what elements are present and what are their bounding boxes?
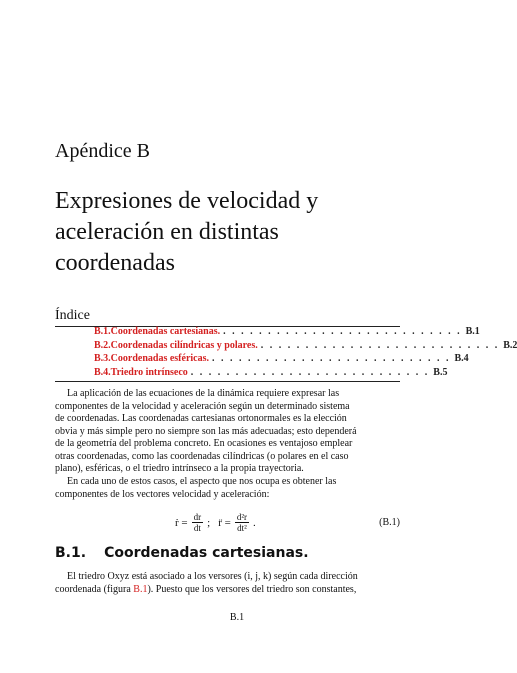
fraction-numerator: dr <box>193 512 202 522</box>
toc-entry-number[interactable]: B.4. <box>94 366 111 378</box>
toc-entry-link[interactable]: Coordenadas cartesianas. <box>110 326 221 337</box>
toc-entry-number[interactable]: B.3. <box>94 353 111 365</box>
fraction-denominator: dt² <box>237 523 247 533</box>
figure-link[interactable]: B.1 <box>133 583 148 595</box>
toc-entry-page[interactable]: B.2 <box>503 339 517 351</box>
text-line: de coordenadas. Las coordenadas cartesianas ortonormales es la elección <box>55 413 347 424</box>
fraction-denominator: dt <box>193 523 201 533</box>
equation-velocity-lhs: ṙ = <box>175 516 188 529</box>
text-fragment: coordenada (figura <box>55 583 134 595</box>
text-fragment: ). Puesto que los versores del triedro son constantes, <box>147 583 357 595</box>
text-line: componentes de la velocidad y aceleración según un determinado sistema <box>55 400 350 412</box>
toc-entry-number[interactable]: B.1. <box>94 326 111 337</box>
text-line: La aplicación de las ecuaciones de la dinámica requiere expresar las <box>67 388 340 399</box>
chapter-title <box>55 186 435 279</box>
section-heading <box>55 545 309 561</box>
intro-paragraph-2 <box>55 476 400 501</box>
equation-b1 <box>55 510 400 536</box>
text-line: obvia y más simple pero no siempre son las más adecuadas; esto dependerá <box>55 425 357 437</box>
toc-entry-number[interactable]: B.2. <box>94 339 111 351</box>
equation-separator: ; <box>207 516 211 529</box>
toc-leader-dots: . . . . . . . . . . . . . . . . . . . . . . . . . . . <box>190 366 430 378</box>
toc-entry-link[interactable]: Coordenadas esféricas. <box>110 353 209 365</box>
text-line: plano), esféricas, o el triedro intrínseco a la propia trayectoria. <box>55 463 304 474</box>
toc-entry-link[interactable]: Coordenadas cilíndricas y polares. <box>110 339 258 351</box>
equation-acceleration-lhs: r̈ = <box>218 516 231 529</box>
text-line: de la geometría del problema concreto. En ocasiones es ventajoso emplear <box>55 438 353 449</box>
chapter-title-line: aceleración en distintas <box>55 219 279 245</box>
intro-paragraph <box>55 388 400 476</box>
equation-body <box>175 512 256 533</box>
text-line <box>55 584 400 597</box>
toc-heading: Índice <box>55 308 90 323</box>
derivative-fraction <box>192 512 204 533</box>
fraction-numerator: d²r <box>236 512 248 522</box>
toc-entry-page[interactable]: B.1 <box>465 326 480 337</box>
section-number: B.1. <box>55 545 87 561</box>
page-number: B.1 <box>229 612 245 623</box>
appendix-label: Apéndice B <box>55 140 150 162</box>
table-of-contents <box>94 326 517 380</box>
toc-leader-dots: . . . . . . . . . . . . . . . . . . . . . . . . . . . <box>212 353 451 365</box>
text-line: otras coordenadas, como las coordenadas cilíndricas (o polares en el caso <box>55 450 349 462</box>
toc-entry-b3[interactable] <box>94 353 469 367</box>
toc-entry-page[interactable]: B.4 <box>454 353 469 365</box>
equation-number: (B.1) <box>379 517 400 528</box>
toc-bottom-rule <box>55 381 400 382</box>
text-line: En cada uno de estos casos, el aspecto que nos ocupa es obtener las <box>67 476 337 487</box>
toc-entry-b2[interactable] <box>94 339 517 354</box>
section-title: Coordenadas cartesianas. <box>104 545 309 561</box>
text-line: El triedro Oxyz está asociado a los versores (i, j, k) según cada dirección <box>67 571 358 582</box>
equation-end: . <box>253 516 256 529</box>
chapter-title-line: Expresiones de velocidad y <box>55 188 319 214</box>
toc-entry-link[interactable]: Triedro intrínseco <box>110 366 188 378</box>
toc-leader-dots: . . . . . . . . . . . . . . . . . . . . . . . . . . . <box>260 339 500 351</box>
toc-entry-b1[interactable] <box>94 326 480 340</box>
chapter-title-line: coordenadas <box>55 250 175 276</box>
toc-entry-page[interactable]: B.5 <box>433 366 448 378</box>
toc-leader-dots: . . . . . . . . . . . . . . . . . . . . . . . . . . . <box>223 326 462 337</box>
text-line: componentes de los vectores velocidad y aceleración: <box>55 488 270 500</box>
second-derivative-fraction <box>235 512 249 533</box>
toc-entry-b4[interactable] <box>94 366 448 381</box>
section-paragraph <box>55 571 400 596</box>
